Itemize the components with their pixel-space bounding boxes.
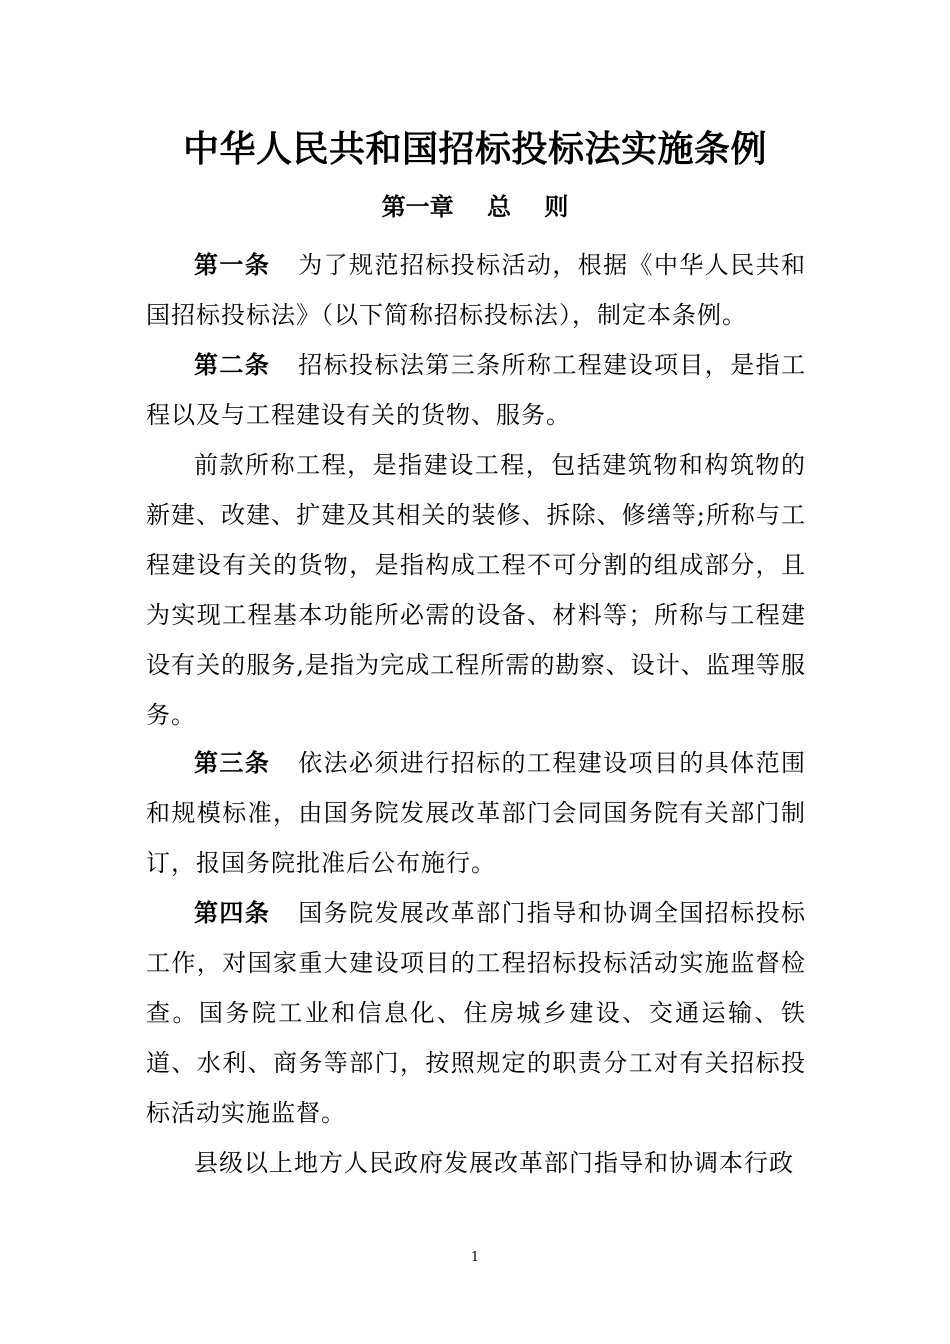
article-text: 招标投标法第三条所称工程建设项目，是指工程以及与工程建设有关的货物、服务。 [146,351,807,429]
article-1 [146,240,806,340]
chapter-title: 第一章 总 则 [381,193,569,221]
article-number: 第二条 [194,351,271,379]
article-2-paragraph-2: 前款所称工程，是指建设工程，包括建筑物和构筑物的新建、改建、扩建及其相关的装修、拆除、修缮等;所称与工程建设有关的货物，是指构成工程不可分割的组成部分，且为实现工程基本功能所必需的设备、材料等；所称与工程建设有关的服务,是指为完成工程所需的勘察、设计、监理等服务。 [146,451,806,729]
article-number: 第四条 [194,899,271,927]
article-text: 为了规范招标投标活动，根据《中华人民共和国招标投标法》（以下简称招标投标法），制定本条例。 [146,251,807,329]
document-title: 中华人民共和国招标投标法实施条例 [182,129,767,170]
article-number: 第一条 [194,251,271,279]
article-3 [146,738,806,888]
article-4 [146,888,806,1138]
article-4-paragraph-2: 县级以上地方人民政府发展改革部门指导和协调本行政 [194,1149,794,1177]
article-2 [146,340,806,440]
article-text: 国务院发展改革部门指导和协调全国招标投标工作，对国家重大建设项目的工程招标投标活动实施监督检查。国务院工业和信息化、住房城乡建设、交通运输、铁道、水利、商务等部门，按照规定的职责分工对有关招标投标活动实施监督。 [146,899,807,1127]
page-number: 1 [470,1250,480,1265]
article-number: 第三条 [194,749,271,777]
article-text: 依法必须进行招标的工程建设项目的具体范围和规模标准，由国务院发展改革部门会同国务院有关部门制订，报国务院批准后公布施行。 [146,749,807,877]
